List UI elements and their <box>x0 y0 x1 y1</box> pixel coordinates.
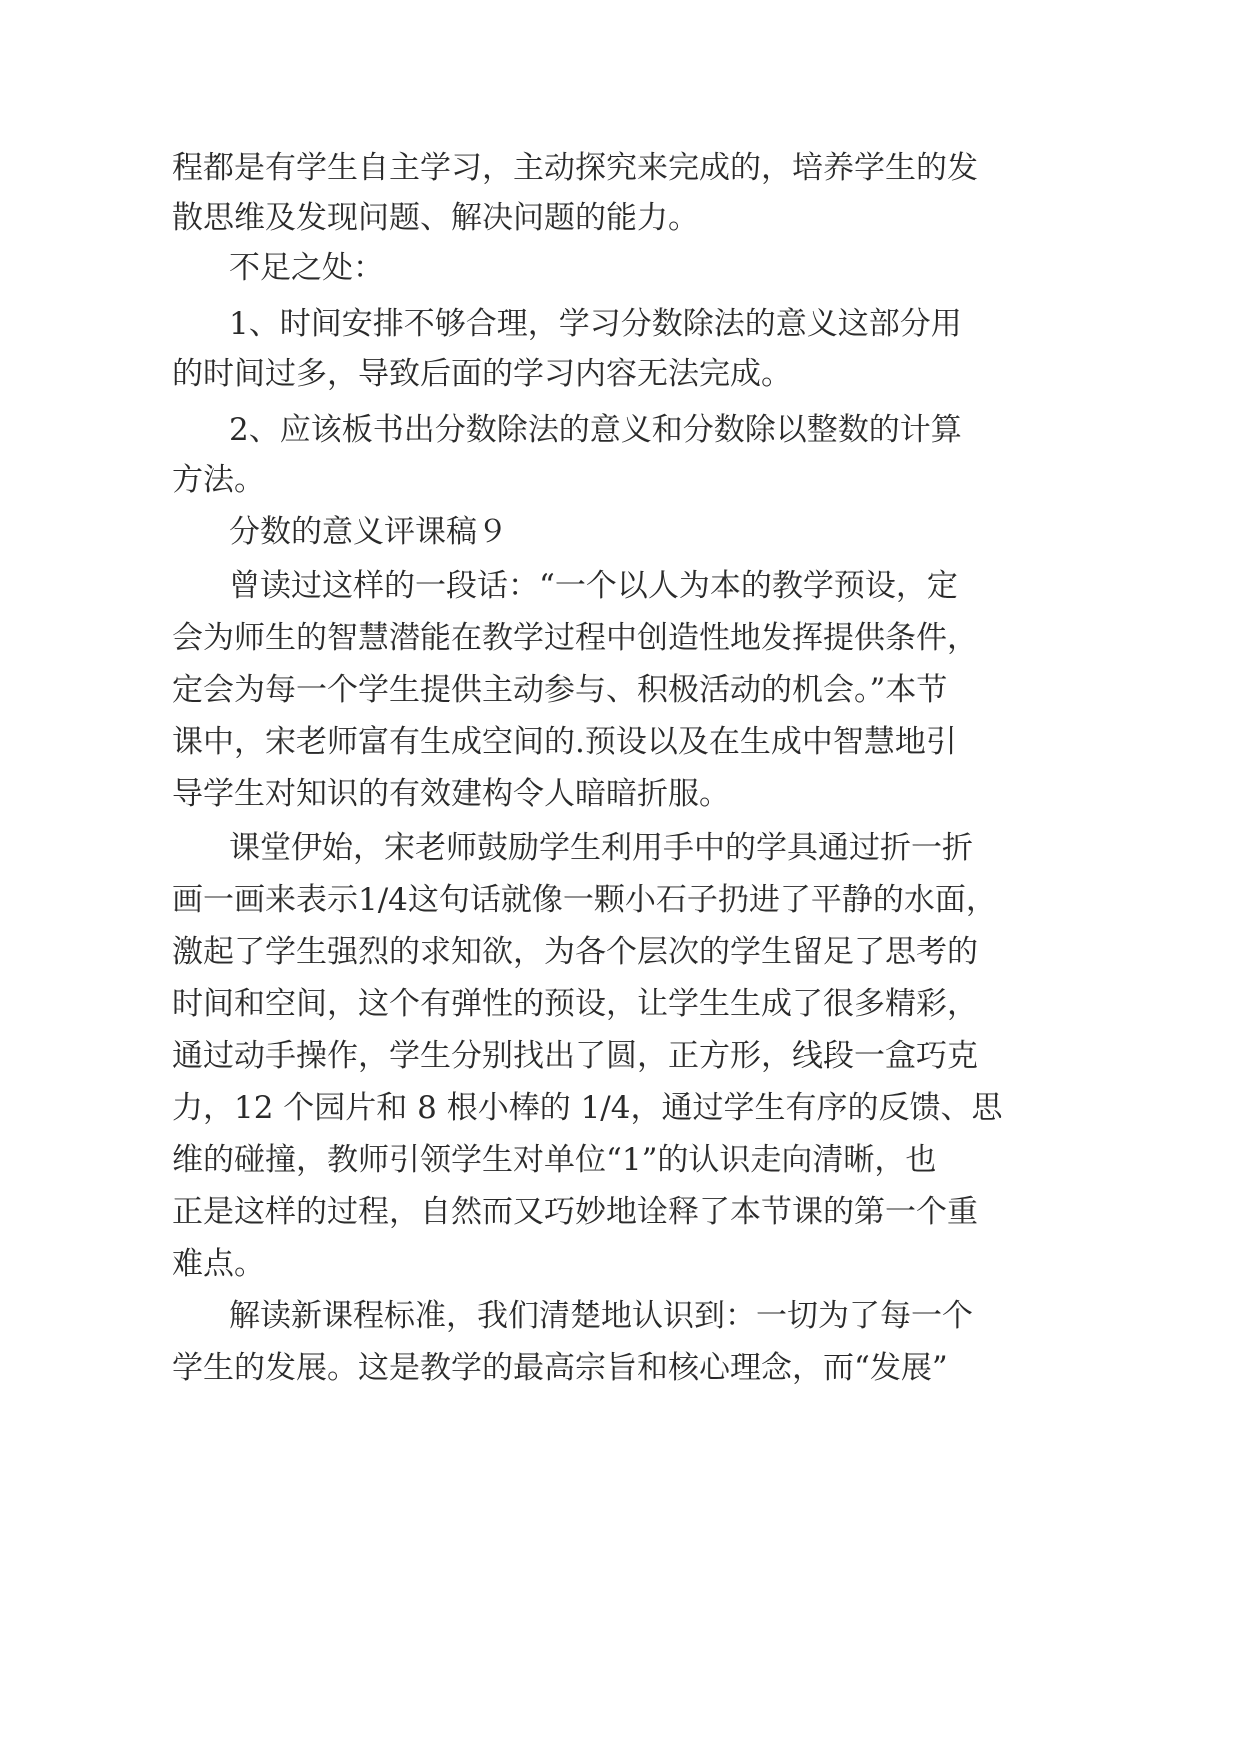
text-line: 课堂伊始，宋老师鼓励学生利用手中的学具通过折一折 <box>229 830 973 866</box>
text-line: 散思维及发现问题、解决问题的能力。 <box>172 200 699 236</box>
para-classroom <box>0 984 1241 1024</box>
text-line: 程都是有学生自主学习，主动探究来完成的，培养学生的发 <box>172 150 978 186</box>
text-line: 曾读过这样的一段话：“一个以人为本的教学预设，定 <box>229 568 958 604</box>
para-curriculum <box>0 1296 1241 1336</box>
text-line: 方法。 <box>172 462 265 498</box>
text-line: 导学生对知识的有效建构令人暗暗折服。 <box>172 776 730 812</box>
section-title <box>0 512 1241 552</box>
text-line: 定会为每一个学生提供主动参与、积极活动的机会。”本节 <box>172 672 948 708</box>
para-classroom <box>0 1036 1241 1076</box>
para-classroom <box>0 828 1241 868</box>
para-classroom <box>0 1140 1241 1180</box>
para-quote <box>0 670 1241 710</box>
para-curriculum <box>0 1348 1241 1388</box>
text-line: 维的碰撞，教师引领学生对单位“1”的认识走向清晰，也 <box>172 1142 937 1178</box>
text-line: 解读新课程标准，我们清楚地认识到：一切为了每一个 <box>229 1298 973 1334</box>
text-line: 课中，宋老师富有生成空间的.预设以及在生成中智慧地引 <box>172 724 957 760</box>
text-line: 的时间过多，导致后面的学习内容无法完成。 <box>172 356 792 392</box>
text-line: 力，12 个园片和 8 根小棒的 1/4，通过学生有序的反馈、思 <box>172 1090 1003 1126</box>
para-intro-tail <box>0 148 1241 188</box>
para-quote <box>0 722 1241 762</box>
text-line: 难点。 <box>172 1246 265 1282</box>
para-shortcomings-heading <box>0 248 1241 288</box>
para-shortcoming-1 <box>0 354 1241 394</box>
para-quote <box>0 618 1241 658</box>
text-line: 会为师生的智慧潜能在教学过程中创造性地发挥提供条件， <box>172 620 978 656</box>
para-shortcoming-2 <box>0 410 1241 450</box>
text-line: 激起了学生强烈的求知欲，为各个层次的学生留足了思考的 <box>172 934 978 970</box>
text-line: 学生的发展。这是教学的最高宗旨和核心理念，而“发展” <box>172 1350 948 1386</box>
para-quote <box>0 774 1241 814</box>
para-quote <box>0 566 1241 606</box>
text-line: 时间和空间，这个有弹性的预设，让学生生成了很多精彩， <box>172 986 978 1022</box>
text-line: 2、应该板书出分数除法的意义和分数除以整数的计算 <box>229 412 962 448</box>
para-classroom <box>0 1088 1241 1128</box>
text-line: 1、时间安排不够合理，学习分数除法的意义这部分用 <box>229 306 962 342</box>
para-shortcoming-1 <box>0 304 1241 344</box>
para-classroom <box>0 1192 1241 1232</box>
para-classroom <box>0 1244 1241 1284</box>
section-title-text: 分数的意义评课稿９ <box>229 514 508 550</box>
para-classroom <box>0 880 1241 920</box>
para-classroom <box>0 932 1241 972</box>
text-line: 正是这样的过程，自然而又巧妙地诠释了本节课的第一个重 <box>172 1194 978 1230</box>
para-shortcoming-2 <box>0 460 1241 500</box>
text-line: 不足之处： <box>229 250 384 286</box>
text-line: 通过动手操作，学生分别找出了圆，正方形，线段一盒巧克 <box>172 1038 978 1074</box>
para-intro-tail <box>0 198 1241 238</box>
text-line: 画一画来表示1/4这句话就像一颗小石子扔进了平静的水面， <box>172 882 997 918</box>
